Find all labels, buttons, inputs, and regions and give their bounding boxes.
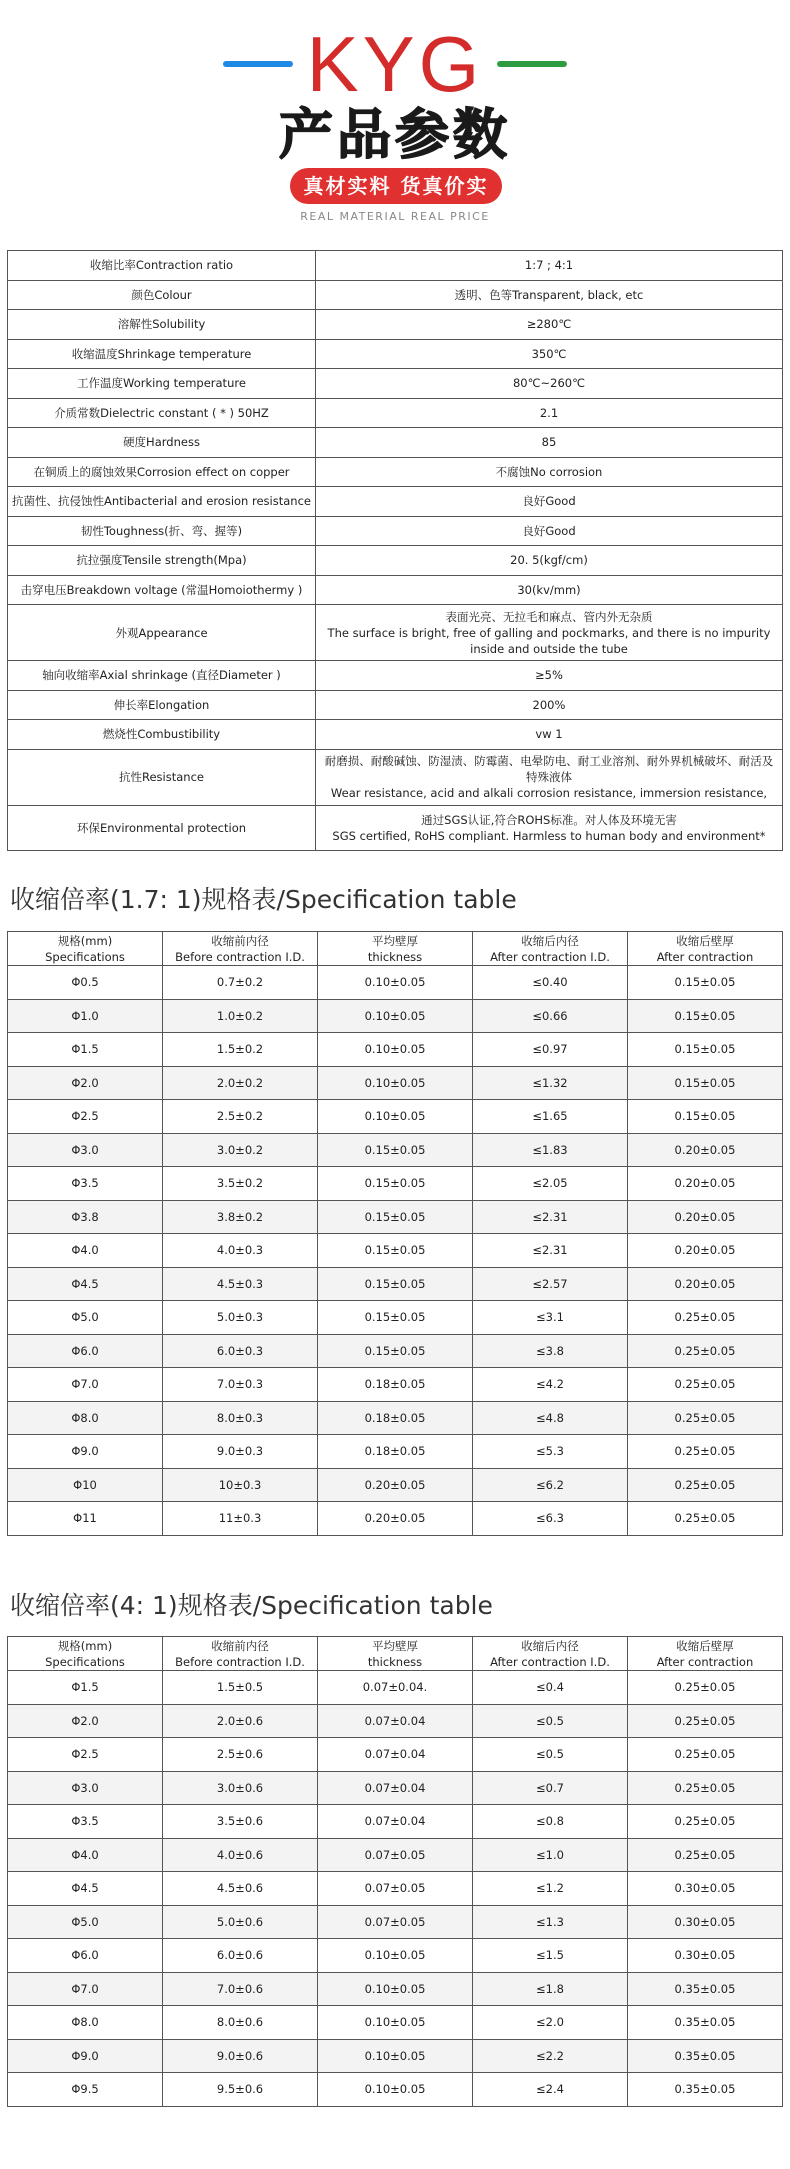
table-cell: Φ6.0	[8, 1334, 163, 1368]
table-cell: 3.0±0.6	[163, 1771, 318, 1805]
property-key: 硬度Hardness	[8, 428, 316, 458]
table-cell: 0.07±0.05	[318, 1905, 473, 1939]
property-value-line: 耐磨损、耐酸碱蚀、防湿渍、防霉菌、电晕防电、耐工业溶剂、耐外界机械破坏、耐活及特殊液体	[324, 754, 774, 784]
property-key: 颜色Colour	[8, 280, 316, 310]
table-cell: Φ3.8	[8, 1200, 163, 1234]
table-cell: ≤0.66	[472, 999, 627, 1033]
logo	[0, 20, 790, 108]
column-header-line: Before contraction I.D.	[175, 949, 305, 964]
table-row	[8, 2073, 783, 2107]
column-header-line: 收缩前内径	[211, 1638, 269, 1653]
property-value	[316, 749, 783, 805]
table-cell: Φ3.0	[8, 1771, 163, 1805]
table-cell: 0.07±0.04.	[318, 1671, 473, 1705]
table-row	[8, 1133, 783, 1167]
table-cell: 0.15±0.05	[627, 966, 782, 1000]
property-key: 环保Environmental protection	[8, 805, 316, 850]
property-key: 击穿电压Breakdown voltage (常温Homoiothermy )	[8, 575, 316, 605]
property-value-line: 350℃	[531, 346, 567, 361]
property-value-line: vw 1	[535, 727, 563, 742]
table-cell: ≤1.8	[472, 1972, 627, 2006]
table-cell: Φ5.0	[8, 1905, 163, 1939]
table-cell: 0.20±0.05	[627, 1234, 782, 1268]
table-cell: 0.25±0.05	[627, 1704, 782, 1738]
property-key: 在铜质上的腐蚀效果Corrosion effect on copper	[8, 457, 316, 487]
logo-blue-line	[223, 61, 293, 67]
table-cell: ≤0.5	[472, 1704, 627, 1738]
property-row	[8, 428, 783, 458]
table-row	[8, 1267, 783, 1301]
table-row	[8, 1435, 783, 1469]
table-cell: 0.07±0.04	[318, 1771, 473, 1805]
table-cell: Φ7.0	[8, 1972, 163, 2006]
table-row	[8, 1872, 783, 1906]
property-value	[316, 251, 783, 281]
table-cell: 0.25±0.05	[627, 1838, 782, 1872]
table-cell: 0.10±0.05	[318, 2073, 473, 2107]
logo-green-line	[497, 61, 567, 67]
table-cell: 0.25±0.05	[627, 1671, 782, 1705]
column-header-line: Specifications	[45, 949, 125, 964]
slogan-subtitle: REAL MATERIAL REAL PRICE	[300, 210, 490, 223]
property-value-line: 表面光亮、无拉毛和麻点、管内外无杂质	[445, 609, 653, 624]
property-key: 燃烧性Combustibility	[8, 720, 316, 750]
table-cell: 0.07±0.05	[318, 1872, 473, 1906]
property-row	[8, 487, 783, 517]
table-cell: Φ2.5	[8, 1738, 163, 1772]
table-cell: 2.0±0.2	[163, 1066, 318, 1100]
table-row	[8, 1939, 783, 1973]
property-row	[8, 575, 783, 605]
table-cell: 0.15±0.05	[627, 1100, 782, 1134]
table-cell: ≤1.32	[472, 1066, 627, 1100]
page-title: 产品参数	[279, 103, 511, 166]
table-cell: 9.5±0.6	[163, 2073, 318, 2107]
table-cell: 0.15±0.05	[627, 1033, 782, 1067]
table-cell: 4.5±0.3	[163, 1267, 318, 1301]
property-value-line: 2.1	[539, 405, 559, 420]
table-cell: 0.10±0.05	[318, 1939, 473, 1973]
column-header	[163, 1637, 318, 1671]
table-cell: 0.20±0.05	[627, 1133, 782, 1167]
table-cell: 6.0±0.6	[163, 1939, 318, 1973]
column-header-line: After contraction	[656, 949, 754, 964]
property-key: 韧性Toughness(折、弯、握等)	[8, 516, 316, 546]
table-cell: ≤2.2	[472, 2039, 627, 2073]
table-cell: 1.5±0.2	[163, 1033, 318, 1067]
property-row	[8, 369, 783, 399]
table-cell: 6.0±0.3	[163, 1334, 318, 1368]
table-cell: Φ4.0	[8, 1838, 163, 1872]
property-key: 外观Appearance	[8, 605, 316, 661]
property-value-line: The surface is bright, free of galling and pockmarks, and there is no impurity inside and outside the tube	[327, 625, 771, 656]
table-cell: 0.25±0.05	[627, 1401, 782, 1435]
table-cell: 0.30±0.05	[627, 1872, 782, 1906]
table-cell: Φ3.0	[8, 1133, 163, 1167]
property-value-line: 通过SGS认证,符合ROHS标准。对人体及环境无害	[421, 812, 677, 827]
column-header-line: 平均壁厚	[371, 933, 418, 948]
property-value	[316, 339, 783, 369]
table-cell: ≤5.3	[472, 1435, 627, 1469]
table-cell: Φ1.0	[8, 999, 163, 1033]
property-value-line: 良好Good	[522, 523, 576, 538]
table-cell: Φ9.0	[8, 2039, 163, 2073]
table-cell: ≤1.65	[472, 1100, 627, 1134]
spec-table-1	[7, 931, 783, 1536]
table-cell: ≤4.8	[472, 1401, 627, 1435]
table-cell: 0.10±0.05	[318, 1033, 473, 1067]
table-row	[8, 1334, 783, 1368]
property-value	[316, 805, 783, 850]
property-key: 伸长率Elongation	[8, 690, 316, 720]
table-cell: 0.07±0.05	[318, 1838, 473, 1872]
property-row	[8, 720, 783, 750]
table-cell: 7.0±0.6	[163, 1972, 318, 2006]
column-header-line: Before contraction I.D.	[175, 1654, 305, 1669]
column-header-line: 平均壁厚	[371, 1638, 418, 1653]
property-row	[8, 805, 783, 850]
table-cell: 0.25±0.05	[627, 1468, 782, 1502]
table-cell: 0.20±0.05	[318, 1502, 473, 1536]
table-cell: 9.0±0.3	[163, 1435, 318, 1469]
table-cell: ≤0.8	[472, 1805, 627, 1839]
table-cell: 0.25±0.05	[627, 1805, 782, 1839]
table-cell: Φ8.0	[8, 1401, 163, 1435]
table-cell: ≤6.2	[472, 1468, 627, 1502]
table-cell: Φ3.5	[8, 1805, 163, 1839]
column-header	[163, 932, 318, 966]
property-value-line: 不腐蚀No corrosion	[495, 464, 603, 479]
property-value-line: 200%	[532, 697, 566, 712]
property-row	[8, 398, 783, 428]
column-header-line: 规格(mm)	[57, 933, 113, 948]
table-cell: ≤1.5	[472, 1939, 627, 1973]
column-header-line: After contraction I.D.	[490, 1654, 610, 1669]
table-row	[8, 1838, 783, 1872]
property-value	[316, 428, 783, 458]
property-value	[316, 487, 783, 517]
table-cell: 0.7±0.2	[163, 966, 318, 1000]
table-row	[8, 1234, 783, 1268]
table-cell: 1.0±0.2	[163, 999, 318, 1033]
table-row	[8, 1066, 783, 1100]
table-cell: 4.5±0.6	[163, 1872, 318, 1906]
table-cell: 0.25±0.05	[627, 1301, 782, 1335]
table-cell: ≤0.4	[472, 1671, 627, 1705]
table1-title: 收缩倍率(1.7: 1)规格表/Specification table	[10, 885, 517, 914]
table-cell: 0.07±0.04	[318, 1738, 473, 1772]
table-cell: ≤2.0	[472, 2006, 627, 2040]
table-cell: ≤2.57	[472, 1267, 627, 1301]
table-cell: Φ3.5	[8, 1167, 163, 1201]
column-header-line: 收缩后壁厚	[676, 933, 734, 948]
table-cell: Φ5.0	[8, 1301, 163, 1335]
logo-text: KYG	[306, 20, 484, 108]
table-cell: 0.35±0.05	[627, 2039, 782, 2073]
table-cell: 11±0.3	[163, 1502, 318, 1536]
property-row	[8, 310, 783, 340]
table-cell: 4.0±0.3	[163, 1234, 318, 1268]
table-row	[8, 1167, 783, 1201]
table-cell: 0.25±0.05	[627, 1334, 782, 1368]
table-cell: ≤1.0	[472, 1838, 627, 1872]
table-row	[8, 2006, 783, 2040]
table-cell: Φ11	[8, 1502, 163, 1536]
table-cell: Φ2.0	[8, 1066, 163, 1100]
table-cell: 9.0±0.6	[163, 2039, 318, 2073]
property-value-line: 80℃~260℃	[512, 376, 586, 391]
table-cell: 5.0±0.3	[163, 1301, 318, 1335]
table-cell: ≤0.7	[472, 1771, 627, 1805]
table-cell: 0.35±0.05	[627, 2073, 782, 2107]
table-cell: 0.18±0.05	[318, 1435, 473, 1469]
column-header	[472, 932, 627, 966]
table-row	[8, 2039, 783, 2073]
property-key: 抗拉强度Tensile strength(Mpa)	[8, 546, 316, 576]
property-row	[8, 690, 783, 720]
table-cell: 0.25±0.05	[627, 1738, 782, 1772]
property-row	[8, 457, 783, 487]
table-cell: 0.30±0.05	[627, 1905, 782, 1939]
property-value	[316, 661, 783, 691]
table-cell: 0.20±0.05	[318, 1468, 473, 1502]
property-row	[8, 749, 783, 805]
property-value-line: 1:7 ; 4:1	[524, 258, 574, 273]
column-header-line: 收缩后壁厚	[676, 1638, 734, 1653]
table-cell: Φ6.0	[8, 1939, 163, 1973]
table-cell: ≤2.31	[472, 1234, 627, 1268]
table-cell: 0.35±0.05	[627, 1972, 782, 2006]
table-cell: Φ4.5	[8, 1872, 163, 1906]
table-cell: 0.15±0.05	[318, 1200, 473, 1234]
slogan-badge: 真材实料 货真价实	[290, 168, 502, 204]
property-value-line: 透明、色等Transparent, black, etc	[454, 287, 644, 302]
table-cell: 0.15±0.05	[318, 1267, 473, 1301]
property-value-line: 20. 5(kgf/cm)	[510, 553, 588, 568]
property-key: 轴向收缩率Axial shrinkage (直径Diameter )	[8, 661, 316, 691]
property-row	[8, 280, 783, 310]
property-value-line: SGS certified, RoHS compliant. Harmless to human body and environment*	[332, 828, 766, 843]
column-header-line: 收缩后内径	[521, 1638, 579, 1653]
table-cell: 2.0±0.6	[163, 1704, 318, 1738]
table-row	[8, 1671, 783, 1705]
property-value	[316, 546, 783, 576]
column-header	[472, 1637, 627, 1671]
properties-table	[7, 250, 783, 851]
table-cell: ≤2.31	[472, 1200, 627, 1234]
property-value	[316, 605, 783, 661]
table-row	[8, 1200, 783, 1234]
table-cell: 0.30±0.05	[627, 1939, 782, 1973]
table-cell: 7.0±0.3	[163, 1368, 318, 1402]
table-row	[8, 1502, 783, 1536]
table-cell: 2.5±0.6	[163, 1738, 318, 1772]
property-value-line: ≥280℃	[526, 317, 572, 332]
column-header	[627, 932, 782, 966]
table-cell: 8.0±0.3	[163, 1401, 318, 1435]
column-header-line: thickness	[367, 1654, 423, 1669]
table-cell: Φ7.0	[8, 1368, 163, 1402]
table-cell: 0.10±0.05	[318, 999, 473, 1033]
spec-table-2	[7, 1636, 783, 2107]
table-cell: Φ8.0	[8, 2006, 163, 2040]
property-row	[8, 339, 783, 369]
table-row	[8, 1100, 783, 1134]
table-cell: 0.15±0.05	[318, 1167, 473, 1201]
property-row	[8, 661, 783, 691]
table-cell: 0.15±0.05	[627, 999, 782, 1033]
table-cell: 0.10±0.05	[318, 1066, 473, 1100]
table-cell: 0.25±0.05	[627, 1502, 782, 1536]
table-cell: Φ9.5	[8, 2073, 163, 2107]
property-key: 工作温度Working temperature	[8, 369, 316, 399]
column-header	[318, 1637, 473, 1671]
column-header	[627, 1637, 782, 1671]
property-value	[316, 280, 783, 310]
column-header	[8, 1637, 163, 1671]
table-row	[8, 1771, 783, 1805]
property-value	[316, 457, 783, 487]
table-cell: Φ4.5	[8, 1267, 163, 1301]
property-value-line: Wear resistance, acid and alkali corrosion resistance, immersion resistance,	[330, 786, 768, 800]
property-value	[316, 516, 783, 546]
property-value	[316, 310, 783, 340]
property-row	[8, 516, 783, 546]
header	[0, 0, 790, 240]
property-key: 收缩比率Contraction ratio	[8, 251, 316, 281]
table-row	[8, 1738, 783, 1772]
table-cell: 4.0±0.6	[163, 1838, 318, 1872]
table-cell: 3.8±0.2	[163, 1200, 318, 1234]
table-cell: Φ9.0	[8, 1435, 163, 1469]
table-cell: ≤0.40	[472, 966, 627, 1000]
table-cell: ≤2.05	[472, 1167, 627, 1201]
table-cell: 0.25±0.05	[627, 1435, 782, 1469]
table-row	[8, 966, 783, 1000]
table-cell: ≤0.97	[472, 1033, 627, 1067]
table-cell: 0.15±0.05	[318, 1334, 473, 1368]
property-value	[316, 720, 783, 750]
table-cell: ≤1.2	[472, 1872, 627, 1906]
table-cell: Φ10	[8, 1468, 163, 1502]
property-row	[8, 546, 783, 576]
property-value-line: 85	[541, 435, 557, 450]
column-header-line: 收缩后内径	[521, 933, 579, 948]
table-cell: Φ0.5	[8, 966, 163, 1000]
table-cell: 0.15±0.05	[318, 1301, 473, 1335]
table-cell: 0.07±0.04	[318, 1704, 473, 1738]
property-key: 介质常数Dielectric constant ( * ) 50HZ	[8, 398, 316, 428]
table-cell: ≤6.3	[472, 1502, 627, 1536]
table-cell: 8.0±0.6	[163, 2006, 318, 2040]
column-header-line: thickness	[367, 949, 423, 964]
property-row	[8, 605, 783, 661]
column-header-line: Specifications	[45, 1654, 125, 1669]
table-row	[8, 1805, 783, 1839]
column-header	[318, 932, 473, 966]
table-cell: ≤1.83	[472, 1133, 627, 1167]
property-value-line: 30(kv/mm)	[517, 582, 581, 597]
table-cell: 0.20±0.05	[627, 1200, 782, 1234]
table-cell: Φ4.0	[8, 1234, 163, 1268]
table-cell: ≤3.1	[472, 1301, 627, 1335]
table-row	[8, 1368, 783, 1402]
table-cell: 5.0±0.6	[163, 1905, 318, 1939]
property-key: 收缩温度Shrinkage temperature	[8, 339, 316, 369]
table-cell: 0.10±0.05	[318, 1100, 473, 1134]
table-cell: 0.18±0.05	[318, 1401, 473, 1435]
property-value	[316, 690, 783, 720]
table-cell: 3.5±0.6	[163, 1805, 318, 1839]
column-header-line: 收缩前内径	[211, 933, 269, 948]
table-cell: Φ1.5	[8, 1671, 163, 1705]
table-row	[8, 1905, 783, 1939]
table-cell: Φ2.0	[8, 1704, 163, 1738]
table-row	[8, 1468, 783, 1502]
table-cell: ≤3.8	[472, 1334, 627, 1368]
table-cell: 0.15±0.05	[318, 1133, 473, 1167]
table-row	[8, 1401, 783, 1435]
table-cell: ≤1.3	[472, 1905, 627, 1939]
property-value	[316, 398, 783, 428]
property-value-line: 良好Good	[522, 494, 576, 509]
table-cell: 0.18±0.05	[318, 1368, 473, 1402]
table-cell: 10±0.3	[163, 1468, 318, 1502]
column-header-line: After contraction I.D.	[490, 949, 610, 964]
table-cell: 0.25±0.05	[627, 1771, 782, 1805]
table-row	[8, 1972, 783, 2006]
column-header	[8, 932, 163, 966]
table-row	[8, 1033, 783, 1067]
table-cell: 0.10±0.05	[318, 2006, 473, 2040]
property-value	[316, 369, 783, 399]
property-key: 抗菌性、抗侵蚀性Antibacterial and erosion resistance	[8, 487, 316, 517]
property-key: 溶解性Solubility	[8, 310, 316, 340]
table-cell: 3.5±0.2	[163, 1167, 318, 1201]
property-row	[8, 251, 783, 281]
table-cell: ≤4.2	[472, 1368, 627, 1402]
table2-title: 收缩倍率(4: 1)规格表/Specification table	[10, 1591, 493, 1620]
property-value-line: ≥5%	[535, 668, 563, 683]
table-cell: 0.20±0.05	[627, 1267, 782, 1301]
table-cell: 1.5±0.5	[163, 1671, 318, 1705]
table-row	[8, 1704, 783, 1738]
table-cell: 3.0±0.2	[163, 1133, 318, 1167]
table-cell: 0.07±0.04	[318, 1805, 473, 1839]
table-cell: 0.20±0.05	[627, 1167, 782, 1201]
table-row	[8, 1301, 783, 1335]
table-cell: 0.15±0.05	[318, 1234, 473, 1268]
table-cell: Φ1.5	[8, 1033, 163, 1067]
table-cell: 0.10±0.05	[318, 1972, 473, 2006]
property-key: 抗性Resistance	[8, 749, 316, 805]
table-cell: ≤0.5	[472, 1738, 627, 1772]
table-cell: ≤2.4	[472, 2073, 627, 2107]
table-cell: 2.5±0.2	[163, 1100, 318, 1134]
table-cell: Φ2.5	[8, 1100, 163, 1134]
column-header-line: After contraction	[656, 1654, 754, 1669]
table-row	[8, 999, 783, 1033]
table-cell: 0.15±0.05	[627, 1066, 782, 1100]
column-header-line: 规格(mm)	[57, 1638, 113, 1653]
table-cell: 0.10±0.05	[318, 966, 473, 1000]
table-cell: 0.35±0.05	[627, 2006, 782, 2040]
table-cell: 0.10±0.05	[318, 2039, 473, 2073]
property-value	[316, 575, 783, 605]
table-cell: 0.25±0.05	[627, 1368, 782, 1402]
